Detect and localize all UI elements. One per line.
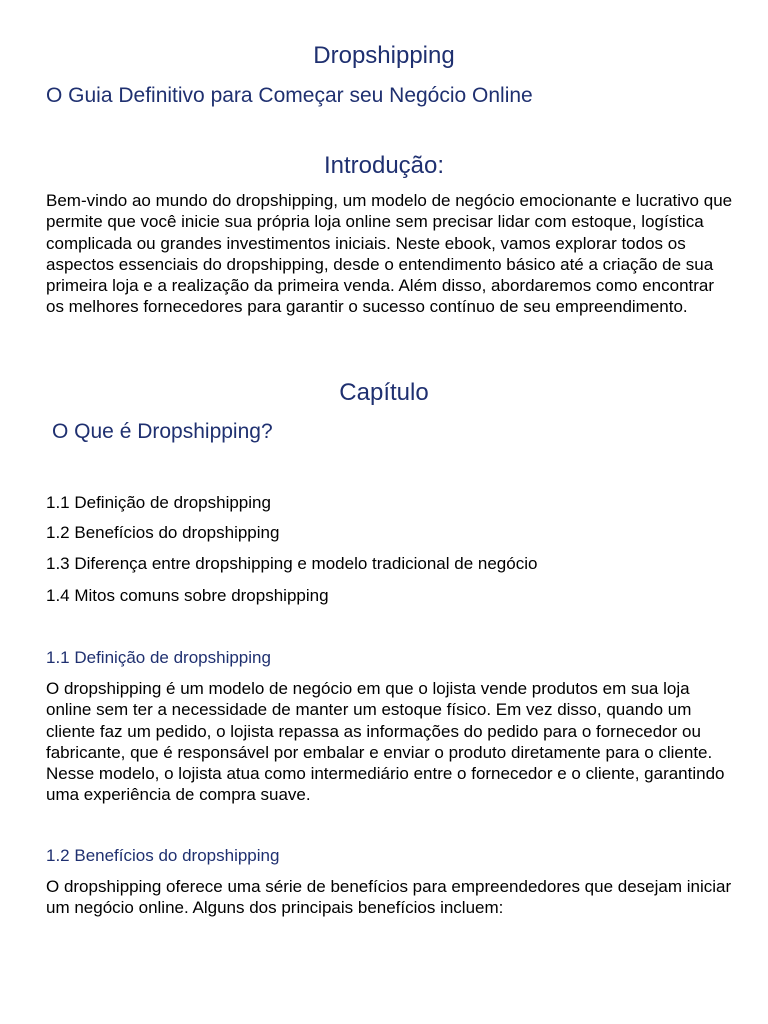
- section-1-1-heading: 1.1 Definição de dropshipping: [46, 648, 271, 667]
- document-subtitle: O Guia Definitivo para Começar seu Negócio Online: [46, 84, 533, 107]
- chapter-title: O Que é Dropshipping?: [52, 420, 273, 443]
- intro-heading: Introdução:: [323, 152, 445, 179]
- toc-item: 1.3 Diferença entre dropshipping e modelo tradicional de negócio: [46, 554, 538, 573]
- section-1-1-paragraph: O dropshipping é um modelo de negócio em que o lojista vende produtos em sua loja online sem ter a necessidade de manter um estoque físico. Em vez disso, quando um cliente faz um pedido, o lojista repassa as informações do pedido para o fornecedor ou fabricante, que é responsável por embalar e enviar o produto diretamente para o cliente. Nesse modelo, o lojista atua como intermediário entre o fornecedor e o cliente, garantindo uma experiência de compra suave.: [46, 679, 725, 805]
- toc-item: 1.2 Benefícios do dropshipping: [46, 523, 280, 542]
- toc-item: 1.4 Mitos comuns sobre dropshipping: [46, 586, 329, 605]
- chapter-heading: Capítulo: [339, 379, 429, 406]
- section-1-2-paragraph: O dropshipping oferece uma série de benefícios para empreendedores que desejam iniciar um negócio online. Alguns dos principais benefícios incluem:: [46, 877, 732, 918]
- intro-paragraph: Bem-vindo ao mundo do dropshipping, um modelo de negócio emocionante e lucrativo que permite que você inicie sua própria loja online sem precisar lidar com estoque, logística complicada ou grandes investimentos iniciais. Neste ebook, vamos explorar todos os aspectos essenciais do dropshipping, desde o entendimento básico até a criação de sua primeira loja e a realização da primeira venda. Além disso, abordaremos como encontrar os melhores fornecedores para garantir o sucesso contínuo de seu empreendimento.: [46, 191, 733, 317]
- section-1-2-heading: 1.2 Benefícios do dropshipping: [46, 846, 280, 865]
- document-title: Dropshipping: [313, 42, 455, 69]
- toc-item: 1.1 Definição de dropshipping: [46, 493, 271, 512]
